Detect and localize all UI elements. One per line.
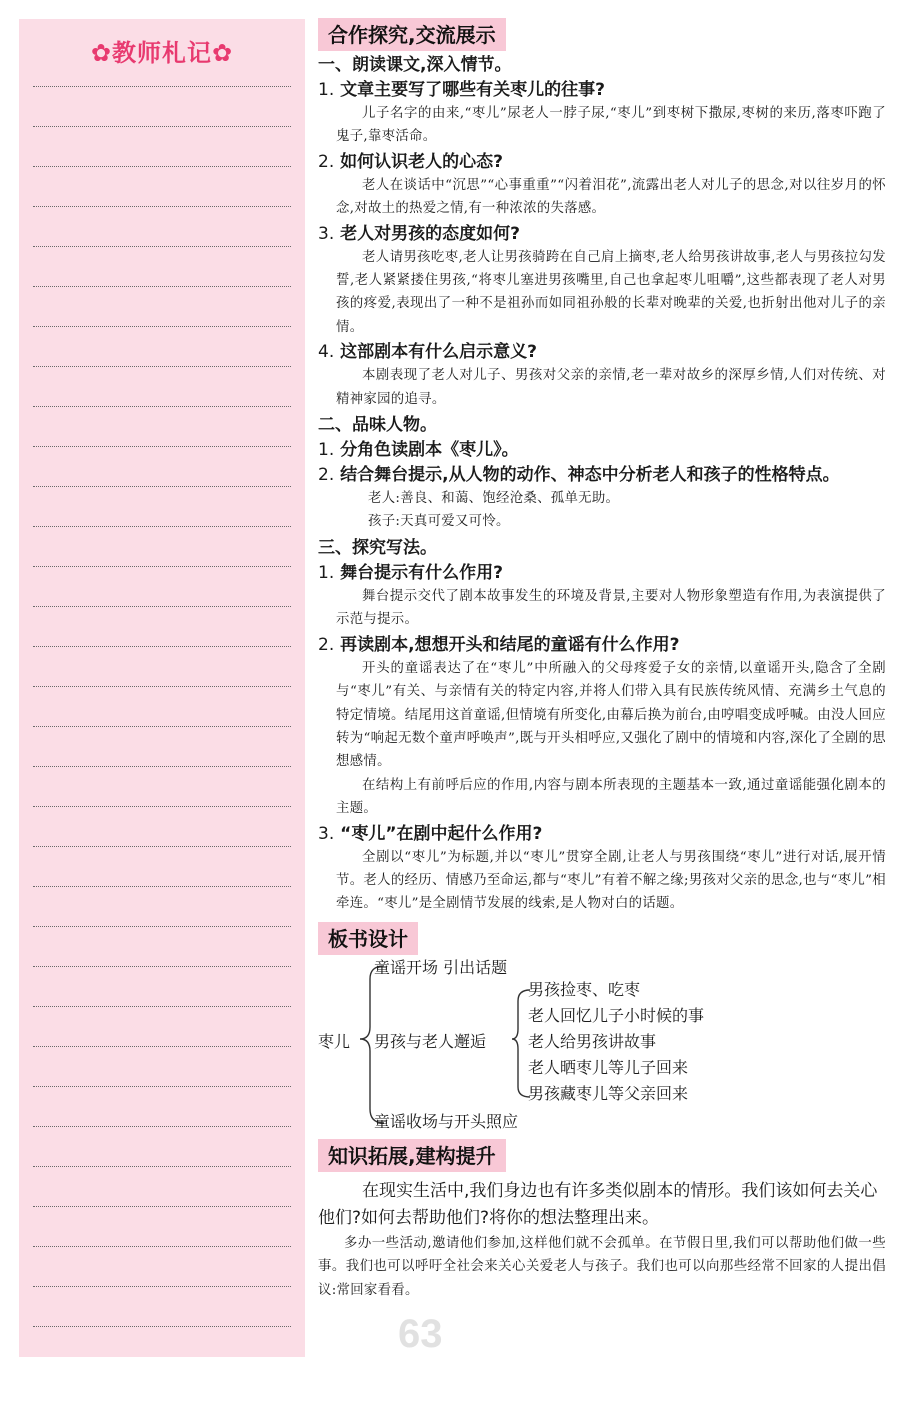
question-text: 如何认识老人的心态? — [340, 151, 504, 172]
teacher-notes-sidebar — [19, 19, 305, 1357]
note-line — [33, 1166, 291, 1167]
answer: 本剧表现了老人对儿子、男孩对父亲的亲情,老一辈对故乡的深厚乡情,人们对传统、对精神家园的追寻。 — [336, 368, 886, 407]
question-number: 3. — [318, 223, 335, 244]
note-line — [33, 326, 291, 327]
note-line — [33, 1326, 291, 1327]
blackboard-design — [318, 959, 886, 1135]
board-branch: 童谣开场 引出话题 — [374, 957, 508, 977]
question — [318, 561, 886, 585]
note-line — [33, 886, 291, 887]
question-number: 1. — [318, 80, 335, 100]
answer: 儿子名字的由来,“枣儿”尿老人一脖子尿,“枣儿”到枣树下撒尿,枣树的来历,落枣吓跑了鬼子,靠枣活命。 — [336, 106, 886, 145]
section-header-cooperate: 合作探究,交流展示 — [318, 18, 506, 51]
question-text: “枣儿”在剧中起什么作用? — [340, 823, 543, 844]
note-line — [33, 486, 291, 487]
sidebar-title: ✿教师札记✿ — [90, 39, 234, 67]
board-leaf: 老人回忆儿子小时候的事 — [528, 1005, 705, 1025]
note-line — [33, 166, 291, 167]
extension-prompt: 在现实生活中,我们身边也有许多类似剧本的情形。我们该如何去关心他们?如何去帮助他们?将你的想法整理出来。 — [318, 1180, 878, 1228]
note-line — [33, 246, 291, 247]
question — [318, 150, 886, 174]
part-heading: 三、探究写法。 — [318, 537, 437, 558]
note-line — [33, 806, 291, 807]
question-number: 3. — [318, 823, 335, 844]
answer: 老人请男孩吃枣,老人让男孩骑跨在自己肩上摘枣,老人给男孩讲故事,老人与男孩拉勾发誓,老人紧紧搂住男孩,“将枣儿塞进男孩嘴里,自己也拿起枣儿咀嚼”,这些都表现了老人对男孩的疼爱,表现出了一种不是祖孙而如同祖孙般的长辈对晚辈的关爱,也折射出他对儿子的亲情。 — [336, 249, 886, 335]
note-line — [33, 646, 291, 647]
answer: 在结构上有前呼后应的作用,内容与剧本所表现的主题基本一致,通过童谣能强化剧本的主题。 — [336, 777, 886, 817]
question-text: 舞台提示有什么作用? — [340, 562, 504, 583]
question-text: 这部剧本有什么启示意义? — [340, 342, 538, 363]
answer: 舞台提示交代了剧本故事发生的环境及背景,主要对人物形象塑造有作用,为表演提供了示范与提示。 — [336, 588, 886, 628]
note-line — [33, 1206, 291, 1207]
question — [318, 463, 886, 487]
note-line — [33, 966, 291, 967]
note-line — [33, 1006, 291, 1007]
note-line — [33, 1286, 291, 1287]
question-text: 分角色读剧本《枣儿》。 — [340, 440, 519, 461]
note-line — [33, 406, 291, 407]
answer: 全剧以“枣儿”为标题,并以“枣儿”贯穿全剧,让老人与男孩围绕“枣儿”进行对话,展开情节。老人的经历、情感乃至命运,都与“枣儿”有着不解之缘;男孩对父亲的思念,也与“枣儿”相牵连。“枣儿”是全剧情节发展的线索,是人物对白的话题。 — [336, 849, 886, 912]
board-leaf: 男孩藏枣儿等父亲回来 — [528, 1083, 689, 1103]
question-text: 文章主要写了哪些有关枣儿的往事? — [340, 80, 606, 100]
board-leaf: 老人晒枣儿等儿子回来 — [528, 1057, 689, 1077]
note-line — [33, 86, 291, 87]
question-text: 老人对男孩的态度如何? — [340, 223, 521, 244]
section-header-extend: 知识拓展,建构提升 — [318, 1139, 506, 1172]
note-line — [33, 366, 291, 367]
question — [318, 438, 886, 462]
note-line — [33, 926, 291, 927]
extension-answer: 多办一些活动,邀请他们参加,这样他们就不会孤单。在节假日里,我们可以帮助他们做一些事。我们也可以呼吁全社会来关心关爱老人与孩子。我们也可以向那些经常不回家的人提出倡议:常回家看看。 — [318, 1235, 886, 1298]
main-content — [318, 18, 886, 1302]
answer: 老人:善良、和蔼、饱经沧桑、孤单无助。 — [368, 491, 620, 507]
section-header-board: 板书设计 — [318, 922, 418, 955]
answer: 老人在谈话中“沉思”“心事重重”“闪着泪花”,流露出老人对儿子的思念,对以往岁月的怀念,对故土的热爱之情,有一种浓浓的失落感。 — [336, 177, 886, 217]
note-line — [33, 766, 291, 767]
question-text: 再读剧本,想想开头和结尾的童谣有什么作用? — [340, 634, 680, 655]
note-line — [33, 1046, 291, 1047]
note-line — [33, 566, 291, 567]
note-line — [33, 686, 291, 687]
board-leaf: 男孩捡枣、吃枣 — [528, 979, 641, 999]
note-line — [33, 126, 291, 127]
question-number: 2. — [318, 151, 335, 172]
question-number: 2. — [318, 634, 335, 655]
question-number: 4. — [318, 342, 335, 363]
question-number: 1. — [318, 562, 335, 583]
note-line — [33, 1246, 291, 1247]
note-line — [33, 1126, 291, 1127]
note-line — [33, 286, 291, 287]
question — [318, 78, 886, 102]
note-line — [33, 206, 291, 207]
board-leaf: 老人给男孩讲故事 — [528, 1031, 657, 1051]
question-text: 结合舞台提示,从人物的动作、神态中分析老人和孩子的性格特点。 — [340, 465, 840, 486]
note-line — [33, 726, 291, 727]
note-line — [33, 846, 291, 847]
answer: 孩子:天真可爱又可怜。 — [368, 514, 510, 530]
board-branch: 男孩与老人邂逅 — [374, 1031, 487, 1051]
board-branch: 童谣收场与开头照应 — [374, 1111, 519, 1131]
question — [318, 822, 886, 846]
question-number: 2. — [318, 465, 335, 486]
question — [318, 633, 886, 657]
note-line — [33, 606, 291, 607]
question-number: 1. — [318, 440, 335, 461]
part-heading: 二、品味人物。 — [318, 415, 437, 436]
part-heading: 一、朗读课文,深入情节。 — [318, 55, 512, 75]
question — [318, 340, 886, 364]
answer: 开头的童谣表达了在“枣儿”中所融入的父母疼爱子女的亲情,以童谣开头,隐含了全剧与“枣儿”有关、与亲情有关的特定内容,并将人们带入具有民族传统风情、充满乡土气息的特定情境。结尾用这首童谣,但情境有所变化,由幕后换为前台,由哼唱变成呼喊。由没人回应转为“响起无数个童声呼唤声”,既与开头相呼应,又强化了剧中的情境和内容,深化了全剧的思想感情。 — [336, 660, 886, 770]
note-line — [33, 1086, 291, 1087]
note-line — [33, 446, 291, 447]
note-line — [33, 526, 291, 527]
page-number: 63 — [398, 1312, 443, 1356]
question — [318, 222, 886, 246]
board-root: 枣儿 — [318, 1031, 351, 1051]
